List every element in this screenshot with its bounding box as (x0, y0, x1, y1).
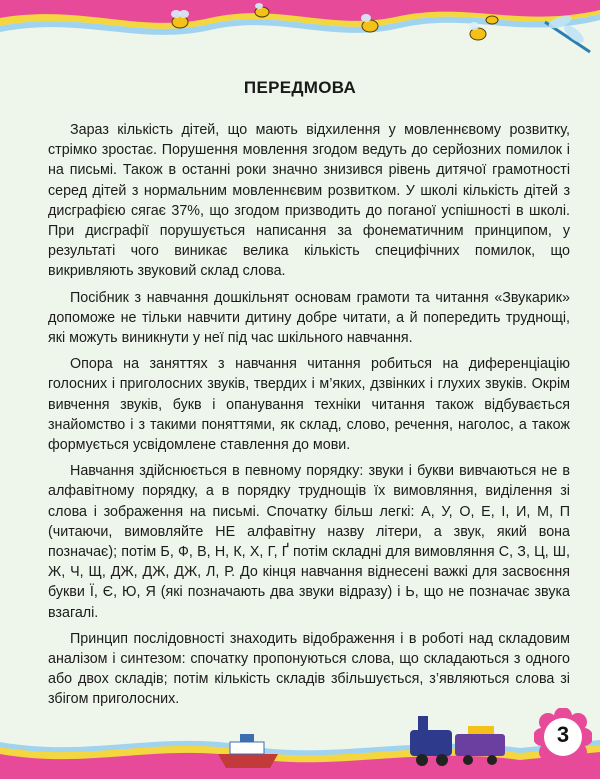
paragraph: Навчання здійснюється в певному порядку: звуки і букви вивчаються не в алфавітному порядку, а в порядку труднощів їх вимовляння, виділення зі слова і зображення на письмі. Спочатку більш легкі: А, У, О, Е, І, И, М, П (читаючи, вимовляйте НЕ алфавітну назву літери, а звук, який вона позначає); потім Б, Ф, В, Н, К, Х, Г, Ґ потім складні для вимовляння С, З, Ц, Ш, Ж, Ч, Щ, ДЖ, ДЖ, ДЖ, Л, Р. До кінця навчання віднесені важкі для засвоєння букви Ї, Є, Ю, Я (які позначають два звуки відразу) і Ь, що не позначає звука взагалі. (48, 463, 570, 621)
bee-icon (171, 10, 189, 28)
paragraph: Опора на заняттях з навчання читання робиться на диференціацію голосних і приголосних звуків, твердих і м’яких, дзвінких і глухих звуків. Окрім вивчення звуків, букв і опанування техніки читання також відбувається знайомство і з такими поняттями, як склад, слово, речення, наголос, а також формується усвідомлене ставлення до мови. (48, 356, 570, 454)
bottom-decorative-border (0, 690, 600, 779)
bee-icon (486, 16, 498, 24)
paragraph: Зараз кількість дітей, що мають відхилення у мовленнєвому розвитку, стрімко зростає. Порушення мовлення згодом ведуть до серйозних помилок і на письмі. Також в останні роки значно знизився рівень дитячої грамотності серед дітей з нормальним мовленнєвим розвитком. У школі кількість дітей з дисграфією сягає 37%, що згодом призводить до поганої успішності в школі. При дисграфії порушується написання за фонематичним принципом, у результаті чого виникає велика кількість специфічних помилок, що викривляють звуковий склад слова. (48, 122, 570, 280)
top-decorative-border (0, 0, 600, 70)
paragraph: Принцип послідовності знаходить відображення і в роботі над складовим аналізом і синтезом: спочатку пропонуються слова, що складаються з одного або двох складів; потім кількість складів збільшується, з’являються слова зі збігом приголосних. (48, 630, 570, 708)
body-text (48, 120, 570, 716)
paragraph: Посібник з навчання дошкільнят основам грамоти та читання «Звукарик» допоможе не тільки навчити дитину добре читати, а й попередить труднощі, які можуть виникнути у неї під час шкільного навчання. (48, 289, 570, 347)
page-number: 3 (556, 722, 570, 747)
page-title: ПЕРЕДМОВА (243, 78, 357, 97)
